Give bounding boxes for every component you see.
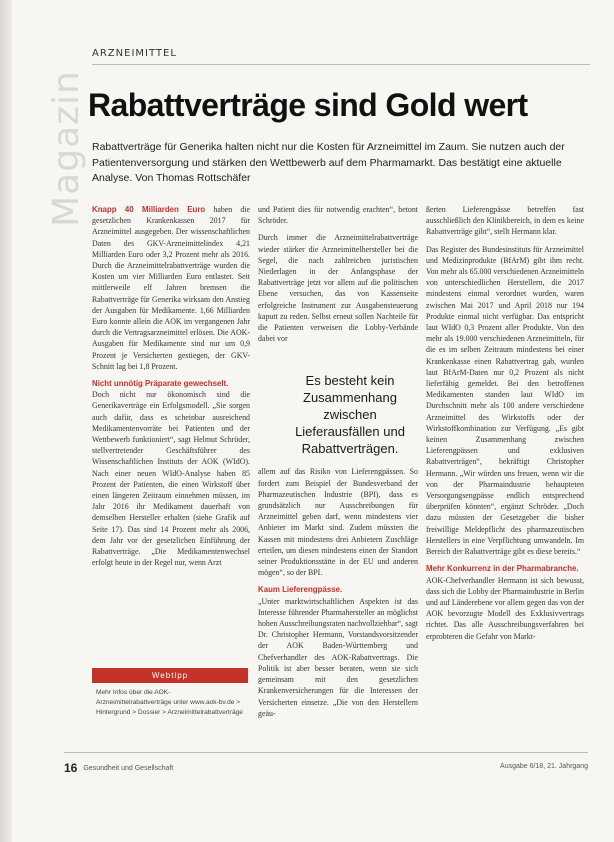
paragraph: ßerten Lieferengpässe betreffen fast ausschließlich den Klinikbereich, in dem es keine Rabattverträge gibt“, stellt Hermann klar.	[426, 205, 584, 237]
paragraph: Doch nicht nur ökonomisch sind die Generikaverträge ein Erfolgsmodell. „Sie sorgen auch dafür, dass es scheinbar ausreichend Medikamentenvorräte bei Patienten und der Wettbewerb funktioniert“, sagt Helmut Schröder, stellvertretender Geschäftsführer des Wissenschaftlichen Instituts der AOK (WIdO). Nach einer neuen WIdO-Analyse haben 85 Prozent der Patienten, die einen Wirkstoff über einen längeren Zeitraum einnehmen müssen, im Jahr 2016 ihr Medikament dauerhaft von demselben Hersteller erhalten (siehe Grafik auf Seite 17). Das sind 14 Prozent mehr als 2006, dem Jahr vor der gesetzlichen Einführung der Rabattverträge. „Die Medikamentenwechsel erfolgt heute in der Regel nur, wenn Arzt	[92, 390, 250, 568]
webtipp-box	[92, 668, 248, 723]
footer-issue: Ausgabe 6/18, 21. Jahrgang	[500, 763, 588, 770]
lead-in: Knapp 40 Milliarden Euro	[92, 205, 206, 214]
page-number: 16	[64, 761, 78, 775]
paragraph: „Unter marktwirtschaftlichen Aspekten ist das Interesse führender Pharmahersteller an möglichst hohen Ausschreibungsraten nachvollziehbar“, sagt Dr. Christopher Hermann, Vorstandsvorsitzender der AOK Baden-Württemberg und Chefverhandler des AOK-Rabattvertrags. Die Politik ist aber besser beraten, wenn sie sich gemeinsam mit den gesetzlichen Krankenversicherungen für die Interessen der Versicherten einsetze. „Die von den Herstellern geäu-	[258, 596, 418, 718]
webtipp-text[interactable]: Mehr Infos über die AOK-Arzneimittelrabattverträge unter www.aok-bv.de > Hintergrund > Dossier > Arzneimittelrabattverträge	[96, 689, 243, 716]
paragraph: AOK-Chefverhandler Hermann ist sich bewusst, dass sich die Lobby der Pharmaindustrie in Berlin und auf Länderebene vor allem gegen das von der AOK bevorzugte Modell des Exklusivvertrags richtet. Das alle Ausschreibungsverfahren bei erprobteren die Gefahr von Markt-	[426, 575, 585, 641]
article-column-3	[426, 204, 584, 648]
paragraph: Durch immer die Arzneimittelrabattverträge wieder stärker die Arzneimittelhersteller bei die Segel, die nach zahlreichen juristischen Niederlagen in der Anfangsphase der Rabattverträge jetzt vor allem auf die politischen Ebene versuchen, das von Kassenseite erfolgreiche Instrument zur Ausgabensteuerung kaputt zu reden. Selbst erneut sollen Nachteile für die Patienten verweisen die Lobby-Verbände dabei vor	[258, 233, 418, 344]
subheading: Nicht unnötig Präparate gewechselt.	[92, 379, 229, 389]
article-column-2	[258, 204, 418, 725]
footer-divider	[64, 752, 588, 753]
subheading: Kaum Lieferengpässe.	[258, 585, 343, 595]
section-vertical-label: Magazin	[45, 70, 87, 227]
pull-quote: Es besteht kein Zusammenhang zwischen Lieferausfällen und Rabattverträgen.	[295, 373, 405, 456]
section-kicker: ARZNEIMITTEL	[92, 48, 177, 59]
page-binding-edge	[0, 0, 12, 842]
paragraph: allem auf das Risiko von Lieferengpässen. So fordert zum Beispiel der Bundesverband der Pharmazeutischen Industrie (BPI), dass es grundsätzlich nur Ausschreibungen für Arzneimittel geben darf, wenn mindestens vier Anbieter im Markt sind. Zudem müssten die Kassen mit mindestens drei Anbietern Zuschläge erteilen, um diesen mindestens einen der Standort seiner Produktionsstätte in der EU und anderen mögen“, so der BPI.	[258, 467, 418, 578]
subheading: Mehr Konkurrenz in der Pharmabranche.	[426, 564, 579, 574]
article-column-1	[92, 204, 250, 575]
article-headline: Rabattverträge sind Gold wert	[88, 87, 528, 123]
footer-publication: Gesundheit und Gesellschaft	[83, 764, 174, 772]
paragraph: und Patient dies für notwendig erachten“, betont Schröder.	[258, 205, 418, 226]
paragraph: haben die gesetzlichen Krankenkassen 2017 für Arzneimittel ausgegeben. Der wissenschaftlichen Daten des GKV-Arzneimittelindex 4,21 Milliarden Euro oder 3,2 Prozent mehr als 2016. Durch die Arzneimittelrabattverträge wurden die Kosten um vier Milliarden Euro entlastet. Seit mittlerweile elf Jahren bremsen die Rabattverträge für Generika wirksam den Anstieg der Ausgaben für Medikamente. 1,66 Milliarden Euro konnte allein die AOK im vergangenen Jahr durch die Vertragsarzneimittel erlösen. Die AOK-Ausgaben für Medikamente sind nur um 0,9 Prozent je Versicherten gestiegen, der GKV-Schnitt lag bei 1,8 Prozent.	[92, 205, 250, 371]
header-divider	[92, 64, 590, 65]
article-lead: Rabattverträge für Generika halten nicht nur die Kosten für Arzneimittel im Zaum. Sie nutzen auch der Patientenversorgung und stärken den Wettbewerb auf dem Pharmamarkt. Das bestätigt eine aktuelle Analyse. Von Thomas Rottschäfer	[92, 141, 565, 184]
webtipp-label: Webtipp	[92, 668, 248, 683]
paragraph: Das Register des Bundesinstituts für Arzneimittel und Medizinprodukte (BfArM) gibt ihm recht. Von mehr als 65.000 verschiedenen Arzneimitteln von unterschiedlichen Herstellern, die 2017 mindestens einmal verordnet wurden, waren zwischen Mai 2017 und April 2018 nur 194 Produkte einmal nicht verfügbar. Das entspricht laut WIdO 0,3 Prozent aller Produkte. Von den mehr als 19.000 verschiedenen Arzneimitteln, für die es im selben Zeitraum mindestens bei einer Krankenkasse einen Rabattvertrag gab, wurden laut BfArM-Daten nur 0,2 Prozent als nicht lieferfähig gemeldet. Bei den betroffenen Medikamenten standen laut WIdO im Durchschnitt mehr als 100 andere verschiedene Arzneimittel des Wirkstoffs oder der Wirkstoffkombination zur Verfügung. „Es gibt keinen Zusammenhang zwischen Lieferengpässen und exklusiven Rabattverträgen“, bekräftigt Christopher Hermann. „Wir würden uns freuen, wenn wir die von der Pharmaindustrie behaupteten Versorgungsengpässe endlich entsprechend überprüfen könnten“, ergänzt Schröder. „Doch dazu müssten der Gesetzgeber die bisher freiwillige Meldepflicht des pharmazeutischen Herstellers in eine Verpflichtung umwandeln. Im Bereich der Rabattverträge gibt es diese bereits.“	[426, 244, 584, 557]
